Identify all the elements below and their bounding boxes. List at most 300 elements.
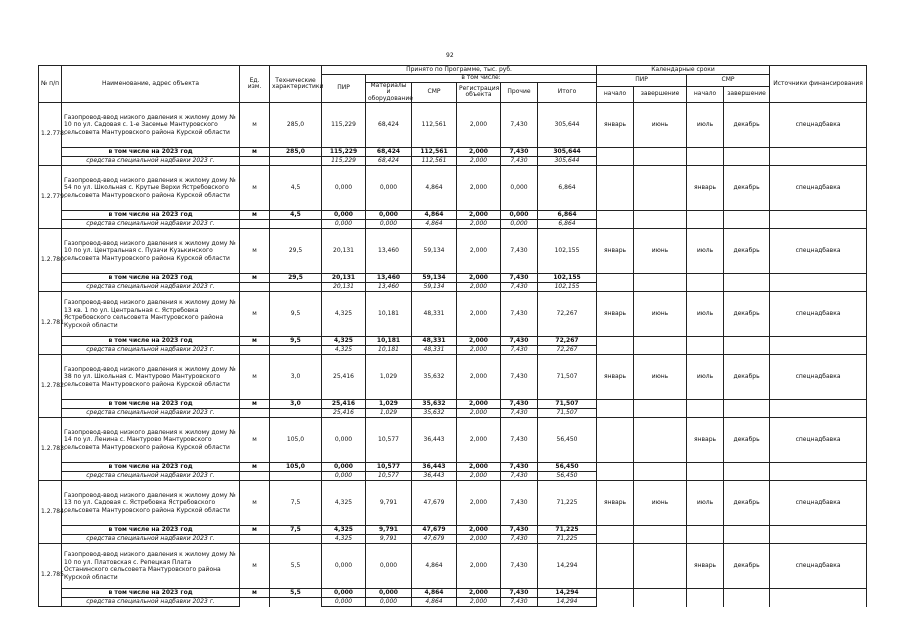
pir-end-cell (634, 418, 687, 463)
other-cell: 7,430 (501, 103, 538, 148)
funding-other: 7,430 (501, 346, 538, 355)
empty-cell (687, 274, 724, 283)
funding-total: 72,267 (538, 346, 597, 355)
tech-cell: 7,5 (270, 481, 322, 526)
empty-cell (770, 157, 867, 166)
pir-cell: 4,325 (322, 481, 366, 526)
funding-pir: 0,000 (322, 472, 366, 481)
funding-total: 71,225 (538, 535, 597, 544)
empty-cell (770, 472, 867, 481)
funding-pir: 4,325 (322, 346, 366, 355)
total-cell: 72,267 (538, 292, 597, 337)
pir-end-cell (634, 166, 687, 211)
empty-cell (770, 463, 867, 472)
funding-label: средства специальной надбавки 2023 г. (62, 220, 240, 229)
subtotal-smr: 4,864 (412, 589, 457, 598)
header-materials: Материалы и оборудование (366, 82, 412, 103)
tech-cell: 3,0 (270, 355, 322, 400)
empty-cell (597, 148, 634, 157)
source-cell: спецнадбавка (770, 418, 867, 463)
subtotal-row (39, 589, 867, 598)
pir-end-cell: июнь (634, 355, 687, 400)
empty-cell (687, 463, 724, 472)
source-cell: спецнадбавка (770, 544, 867, 589)
subtotal-total: 14,294 (538, 589, 597, 598)
subtotal-other: 7,430 (501, 148, 538, 157)
empty-cell (724, 463, 770, 472)
empty-cell (240, 220, 270, 229)
program-table-container (38, 65, 866, 607)
table-header (39, 66, 867, 103)
tech-cell: 29,5 (270, 229, 322, 274)
subtotal-pir: 0,000 (322, 589, 366, 598)
header-pir-end: завершение (634, 87, 687, 103)
header-total: Итого (538, 82, 597, 103)
funding-pir: 20,131 (322, 283, 366, 292)
other-cell: 7,430 (501, 481, 538, 526)
funding-label: средства специальной надбавки 2023 г. (62, 472, 240, 481)
empty-cell (770, 589, 867, 598)
smr-end-cell: декабрь (724, 166, 770, 211)
materials-cell: 0,000 (366, 166, 412, 211)
empty-cell (634, 472, 687, 481)
funding-total: 56,450 (538, 472, 597, 481)
subtotal-pir: 20,131 (322, 274, 366, 283)
funding-label: средства специальной надбавки 2023 г. (62, 535, 240, 544)
funding-label: средства специальной надбавки 2023 г. (62, 346, 240, 355)
empty-cell (724, 598, 770, 607)
funding-smr: 36,443 (412, 472, 457, 481)
empty-cell (724, 337, 770, 346)
empty-cell (634, 526, 687, 535)
pir-cell: 0,000 (322, 166, 366, 211)
subtotal-tech: 285,0 (270, 148, 322, 157)
materials-cell: 10,577 (366, 418, 412, 463)
empty-cell (687, 535, 724, 544)
empty-cell (597, 337, 634, 346)
other-cell: 0,000 (501, 166, 538, 211)
smr-cell: 4,864 (412, 166, 457, 211)
pir-end-cell: июнь (634, 229, 687, 274)
funding-registration: 2,000 (457, 409, 501, 418)
table-row (39, 166, 867, 211)
empty-cell (270, 409, 322, 418)
header-source: Источники финансирования (770, 66, 867, 103)
empty-cell (724, 472, 770, 481)
materials-cell: 68,424 (366, 103, 412, 148)
pir-cell: 25,416 (322, 355, 366, 400)
empty-cell (597, 283, 634, 292)
funding-pir: 0,000 (322, 598, 366, 607)
materials-cell: 13,460 (366, 229, 412, 274)
funding-materials: 13,460 (366, 283, 412, 292)
funding-row (39, 283, 867, 292)
subtotal-unit: м (240, 463, 270, 472)
funding-pir: 4,325 (322, 535, 366, 544)
subtotal-row (39, 211, 867, 220)
empty-cell (597, 463, 634, 472)
subtotal-unit: м (240, 589, 270, 598)
header-name: Наименование, адрес объекта (62, 66, 240, 103)
subtotal-total: 56,450 (538, 463, 597, 472)
subtotal-materials: 0,000 (366, 589, 412, 598)
funding-total: 6,864 (538, 220, 597, 229)
empty-cell (770, 400, 867, 409)
funding-other: 7,430 (501, 535, 538, 544)
smr-start-cell: январь (687, 418, 724, 463)
funding-registration: 2,000 (457, 346, 501, 355)
tech-cell: 5,5 (270, 544, 322, 589)
smr-start-cell: июль (687, 229, 724, 274)
empty-cell (770, 283, 867, 292)
empty-cell (597, 346, 634, 355)
header-registration: Регистрация объекта (457, 82, 501, 103)
empty-cell (770, 346, 867, 355)
program-table (38, 65, 867, 607)
total-cell: 56,450 (538, 418, 597, 463)
other-cell: 7,430 (501, 355, 538, 400)
subtotal-smr: 47,679 (412, 526, 457, 535)
unit-cell: м (240, 166, 270, 211)
subtotal-registration: 2,000 (457, 148, 501, 157)
subtotal-materials: 9,791 (366, 526, 412, 535)
empty-cell (687, 220, 724, 229)
empty-cell (724, 211, 770, 220)
subtotal-materials: 1,029 (366, 400, 412, 409)
empty-cell (687, 337, 724, 346)
empty-cell (724, 148, 770, 157)
subtotal-smr: 59,134 (412, 274, 457, 283)
funding-pir: 25,416 (322, 409, 366, 418)
subtotal-materials: 13,460 (366, 274, 412, 283)
header-smr-end: завершение (724, 87, 770, 103)
funding-row (39, 346, 867, 355)
materials-cell: 10,181 (366, 292, 412, 337)
subtotal-materials: 0,000 (366, 211, 412, 220)
row-number: 1.2.785. (39, 544, 62, 607)
registration-cell: 2,000 (457, 103, 501, 148)
empty-cell (724, 157, 770, 166)
subtotal-row (39, 526, 867, 535)
smr-start-cell: июль (687, 481, 724, 526)
empty-cell (597, 157, 634, 166)
header-smr-start: начало (687, 87, 724, 103)
empty-cell (687, 598, 724, 607)
total-cell: 305,644 (538, 103, 597, 148)
empty-cell (634, 220, 687, 229)
funding-other: 7,430 (501, 283, 538, 292)
empty-cell (687, 346, 724, 355)
empty-cell (770, 409, 867, 418)
empty-cell (240, 535, 270, 544)
empty-cell (270, 535, 322, 544)
empty-cell (634, 589, 687, 598)
object-name: Газопровод-ввод низкого давления к жилому дому № 13 кв. 1 по ул. Центральная с. Ястребовка Ястребовского сельсовета Мантуровского района Курской области (62, 292, 240, 337)
funding-registration: 2,000 (457, 535, 501, 544)
header-unit: Ед. изм. (240, 66, 270, 103)
registration-cell: 2,000 (457, 355, 501, 400)
funding-row (39, 598, 867, 607)
empty-cell (770, 598, 867, 607)
row-number: 1.2.783. (39, 418, 62, 481)
smr-cell: 36,443 (412, 418, 457, 463)
smr-cell: 35,632 (412, 355, 457, 400)
empty-cell (724, 346, 770, 355)
registration-cell: 2,000 (457, 418, 501, 463)
funding-row (39, 535, 867, 544)
empty-cell (597, 526, 634, 535)
subtotal-unit: м (240, 337, 270, 346)
header-smr-group: СМР (687, 75, 770, 87)
empty-cell (597, 220, 634, 229)
funding-pir: 115,229 (322, 157, 366, 166)
empty-cell (270, 472, 322, 481)
tech-cell: 9,5 (270, 292, 322, 337)
unit-cell: м (240, 544, 270, 589)
tech-cell: 4,5 (270, 166, 322, 211)
subtotal-unit: м (240, 526, 270, 535)
subtotal-other: 0,000 (501, 211, 538, 220)
registration-cell: 2,000 (457, 166, 501, 211)
object-name: Газопровод-ввод низкого давления к жилому дому № 10 по ул. Платовская с. Репецкая Плата Останинского сельсовета Мантуровского района Курской области (62, 544, 240, 589)
page-number: 92 (446, 52, 454, 59)
smr-cell: 4,864 (412, 544, 457, 589)
funding-materials: 10,577 (366, 472, 412, 481)
pir-start-cell (597, 166, 634, 211)
empty-cell (634, 283, 687, 292)
empty-cell (687, 211, 724, 220)
empty-cell (597, 598, 634, 607)
pir-start-cell: январь (597, 481, 634, 526)
funding-registration: 2,000 (457, 220, 501, 229)
pir-cell: 0,000 (322, 418, 366, 463)
empty-cell (240, 283, 270, 292)
empty-cell (634, 148, 687, 157)
materials-cell: 1,029 (366, 355, 412, 400)
subtotal-registration: 2,000 (457, 274, 501, 283)
source-cell: спецнадбавка (770, 166, 867, 211)
empty-cell (270, 220, 322, 229)
header-accepted: Принято по Программе, тыс. руб. (322, 66, 597, 75)
empty-cell (597, 274, 634, 283)
subtotal-smr: 48,331 (412, 337, 457, 346)
funding-other: 0,000 (501, 220, 538, 229)
total-cell: 71,225 (538, 481, 597, 526)
subtotal-smr: 36,443 (412, 463, 457, 472)
funding-materials: 0,000 (366, 220, 412, 229)
funding-smr: 59,134 (412, 283, 457, 292)
unit-cell: м (240, 103, 270, 148)
pir-start-cell: январь (597, 292, 634, 337)
subtotal-other: 7,430 (501, 463, 538, 472)
empty-cell (770, 535, 867, 544)
empty-cell (724, 535, 770, 544)
empty-cell (687, 526, 724, 535)
pir-start-cell: январь (597, 355, 634, 400)
registration-cell: 2,000 (457, 229, 501, 274)
funding-materials: 1,029 (366, 409, 412, 418)
empty-cell (724, 274, 770, 283)
funding-registration: 2,000 (457, 598, 501, 607)
funding-total: 14,294 (538, 598, 597, 607)
registration-cell: 2,000 (457, 292, 501, 337)
smr-cell: 59,134 (412, 229, 457, 274)
smr-end-cell: декабрь (724, 103, 770, 148)
empty-cell (634, 400, 687, 409)
pir-cell: 115,229 (322, 103, 366, 148)
header-other: Прочие (501, 82, 538, 103)
subtotal-smr: 35,632 (412, 400, 457, 409)
funding-other: 7,430 (501, 157, 538, 166)
pir-start-cell (597, 418, 634, 463)
subtotal-registration: 2,000 (457, 526, 501, 535)
subtotal-total: 6,864 (538, 211, 597, 220)
empty-cell (687, 472, 724, 481)
header-pir: ПИР (322, 75, 366, 103)
empty-cell (270, 346, 322, 355)
funding-row (39, 409, 867, 418)
registration-cell: 2,000 (457, 481, 501, 526)
subtotal-pir: 0,000 (322, 463, 366, 472)
subtotal-total: 71,507 (538, 400, 597, 409)
source-cell: спецнадбавка (770, 229, 867, 274)
funding-smr: 48,331 (412, 346, 457, 355)
object-name: Газопровод-ввод низкого давления к жилому дому № 54 по ул. Школьная с. Крутые Верхи Ястребовского сельсовета Мантуровского района Курской области (62, 166, 240, 211)
empty-cell (597, 400, 634, 409)
funding-smr: 4,864 (412, 220, 457, 229)
funding-registration: 2,000 (457, 472, 501, 481)
subtotal-row (39, 274, 867, 283)
empty-cell (634, 409, 687, 418)
pir-start-cell: январь (597, 103, 634, 148)
total-cell: 71,507 (538, 355, 597, 400)
subtotal-other: 7,430 (501, 400, 538, 409)
empty-cell (724, 526, 770, 535)
subtotal-other: 7,430 (501, 274, 538, 283)
funding-pir: 0,000 (322, 220, 366, 229)
subtotal-row (39, 463, 867, 472)
pir-cell: 20,131 (322, 229, 366, 274)
subtotal-label: в том числе на 2023 год (62, 463, 240, 472)
empty-cell (597, 472, 634, 481)
pir-cell: 4,325 (322, 292, 366, 337)
empty-cell (634, 337, 687, 346)
empty-cell (634, 598, 687, 607)
subtotal-materials: 10,181 (366, 337, 412, 346)
table-row (39, 544, 867, 589)
subtotal-pir: 115,229 (322, 148, 366, 157)
subtotal-registration: 2,000 (457, 589, 501, 598)
table-row (39, 292, 867, 337)
subtotal-registration: 2,000 (457, 337, 501, 346)
header-num: № п/п (39, 66, 62, 103)
table-row (39, 103, 867, 148)
funding-total: 102,155 (538, 283, 597, 292)
empty-cell (634, 274, 687, 283)
subtotal-label: в том числе на 2023 год (62, 526, 240, 535)
smr-end-cell: декабрь (724, 418, 770, 463)
materials-cell: 9,791 (366, 481, 412, 526)
empty-cell (770, 337, 867, 346)
object-name: Газопровод-ввод низкого давления к жилому дому № 10 по ул. Садовая с. 1-е Засемье Мантуровского сельсовета Мантуровского района Курской области (62, 103, 240, 148)
subtotal-label: в том числе на 2023 год (62, 589, 240, 598)
object-name: Газопровод-ввод низкого давления к жилому дому № 10 по ул. Центральная с. Пузачи Кузькинского сельсовета Мантуровского района Курской области (62, 229, 240, 274)
header-pir-start: начало (597, 87, 634, 103)
funding-other: 7,430 (501, 598, 538, 607)
subtotal-other: 7,430 (501, 526, 538, 535)
subtotal-registration: 2,000 (457, 211, 501, 220)
smr-end-cell: декабрь (724, 481, 770, 526)
source-cell: спецнадбавка (770, 292, 867, 337)
unit-cell: м (240, 481, 270, 526)
funding-total: 305,644 (538, 157, 597, 166)
funding-smr: 112,561 (412, 157, 457, 166)
subtotal-total: 72,267 (538, 337, 597, 346)
funding-materials: 68,424 (366, 157, 412, 166)
row-number: 1.2.781. (39, 292, 62, 355)
subtotal-unit: м (240, 211, 270, 220)
funding-other: 7,430 (501, 409, 538, 418)
subtotal-label: в том числе на 2023 год (62, 148, 240, 157)
registration-cell: 2,000 (457, 544, 501, 589)
subtotal-total: 71,225 (538, 526, 597, 535)
subtotal-tech: 7,5 (270, 526, 322, 535)
subtotal-registration: 2,000 (457, 463, 501, 472)
subtotal-label: в том числе на 2023 год (62, 211, 240, 220)
funding-smr: 35,632 (412, 409, 457, 418)
table-row (39, 481, 867, 526)
smr-start-cell: январь (687, 166, 724, 211)
other-cell: 7,430 (501, 544, 538, 589)
table-body (39, 103, 867, 607)
empty-cell (770, 148, 867, 157)
empty-cell (687, 589, 724, 598)
subtotal-pir: 4,325 (322, 526, 366, 535)
funding-label: средства специальной надбавки 2023 г. (62, 157, 240, 166)
subtotal-row (39, 337, 867, 346)
subtotal-unit: м (240, 274, 270, 283)
object-name: Газопровод-ввод низкого давления к жилому дому № 38 по ул. Школьная с. Мантурово Мантуровского сельсовета Мантуровского района Курской области (62, 355, 240, 400)
funding-materials: 10,181 (366, 346, 412, 355)
smr-cell: 47,679 (412, 481, 457, 526)
empty-cell (634, 346, 687, 355)
other-cell: 7,430 (501, 418, 538, 463)
subtotal-tech: 4,5 (270, 211, 322, 220)
smr-end-cell: декабрь (724, 292, 770, 337)
empty-cell (724, 589, 770, 598)
empty-cell (634, 157, 687, 166)
empty-cell (687, 157, 724, 166)
subtotal-pir: 4,325 (322, 337, 366, 346)
empty-cell (634, 211, 687, 220)
subtotal-unit: м (240, 400, 270, 409)
smr-end-cell: декабрь (724, 544, 770, 589)
funding-total: 71,507 (538, 409, 597, 418)
subtotal-registration: 2,000 (457, 400, 501, 409)
unit-cell: м (240, 292, 270, 337)
subtotal-other: 7,430 (501, 589, 538, 598)
subtotal-unit: м (240, 148, 270, 157)
source-cell: спецнадбавка (770, 103, 867, 148)
total-cell: 102,155 (538, 229, 597, 274)
empty-cell (634, 535, 687, 544)
source-cell: спецнадбавка (770, 481, 867, 526)
empty-cell (240, 598, 270, 607)
empty-cell (770, 211, 867, 220)
table-row (39, 355, 867, 400)
row-number: 1.2.780. (39, 229, 62, 292)
empty-cell (270, 157, 322, 166)
